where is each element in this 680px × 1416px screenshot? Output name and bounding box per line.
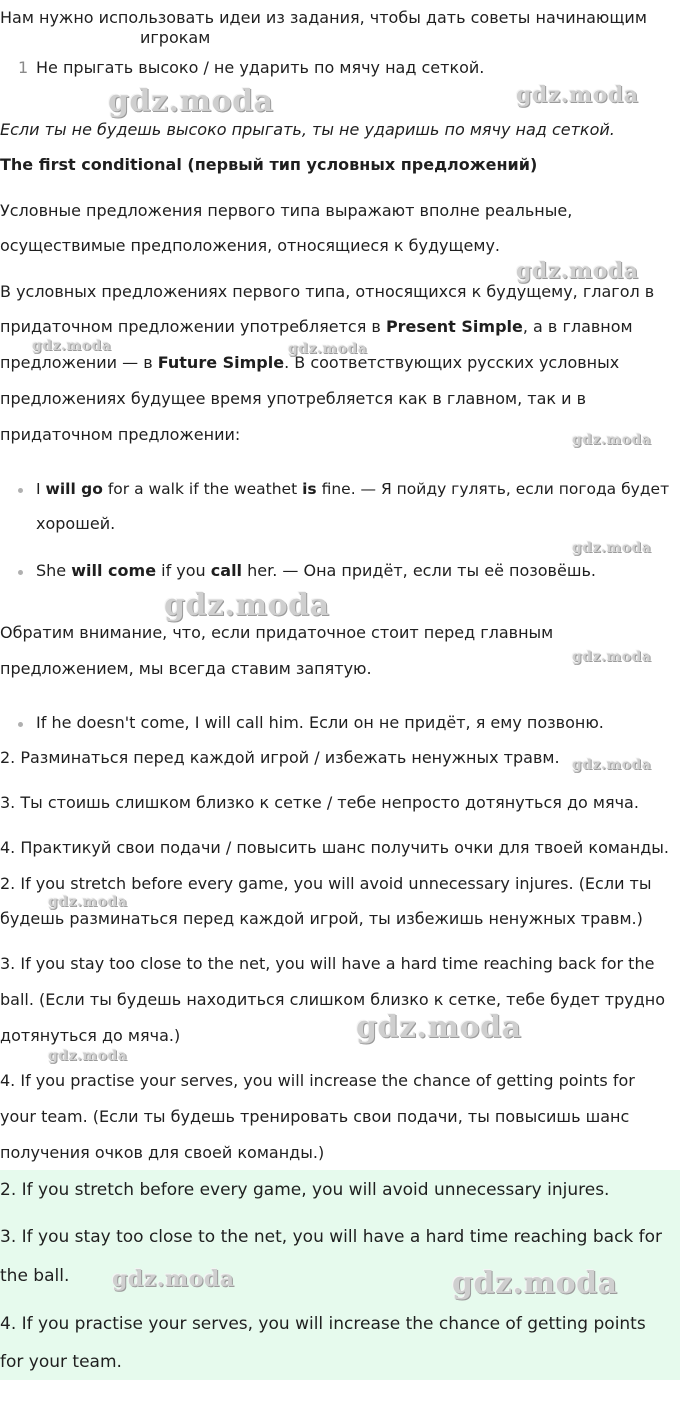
task-4: 4. Практикуй свои подачи / повысить шанс получить очки для твоей команды.: [0, 838, 669, 857]
watermark: gdz.moda: [48, 894, 128, 910]
final-answer-2: 2. If you stretch before every game, you will avoid unnecessary injures.: [0, 1180, 610, 1200]
para2-line4: предложениях будущее время употребляется как в главном, так и в: [0, 389, 587, 408]
task-3: 3. Ты стоишь слишком близко к сетке / тебе непросто дотянуться до мяча.: [0, 793, 639, 812]
answer-3-line2: ball. (Если ты будешь находиться слишком близко к сетке, тебе будет трудно: [0, 990, 666, 1009]
final-answer-3-line1: 3. If you stay too close to the net, you will have a hard time reaching back for: [0, 1227, 663, 1247]
item-number: 1: [18, 58, 29, 77]
watermark: gdz.moda: [452, 1266, 618, 1301]
para3-line2: предложением, мы всегда ставим запятую.: [0, 659, 372, 678]
bullet-icon: [18, 570, 23, 575]
para2-line1: В условных предложениях первого типа, относящихся к будущему, глагол в: [0, 282, 655, 301]
answer-4-line1: 4. If you practise your serves, you will increase the chance of getting points for: [0, 1071, 635, 1090]
item-text: Не прыгать высоко / не ударить по мячу над сеткой.: [36, 58, 485, 77]
solution-page: Нам нужно использовать идеи из задания, чтобы дать советы начинающим игрокам 1 Не прыгать высоко / не ударить по мячу над сеткой. Если ты не будешь высоко прыгать, ты не ударишь по мячу над сеткой. The first conditional (первый тип условных предложений) Условные предложения первого типа выражают вполне реальные, осуществимые предположения, относящиеся к будущему. В условных предложениях первого типа, относящихся к будущему, глагол в придаточном предложении употребляется в Present Simple, а в главном предложении — в Future Simple. В соответствующих русских условных предложениях будущее время употребляется как в главном, так и в придаточном предложении: I will go for a walk if the weathet is fine. — Я пойду гулять, если погода будет хорошей. She will come if you call her. — Она придёт, если ты её позовёшь. Обратим внимание, что, если придаточное стоит перед главным предложением, мы всегда ставим запятую. If he doesn't come, I will call him. Если он не придёт, я ему позвоню. 2. Разминаться перед каждой игрой / избежать ненужных травм. 3. Ты стоишь слишком близко к сетке / тебе непросто дотянуться до мяча. 4. Практикуй свои подачи / повысить шанс получить очки для твоей команды. 2. If you stretch before every game, you will avoid unnecessary injures. (Если ты будешь разминаться перед каждой игрой, ты избежишь ненужных травм.) 3. If you stay too close to the net, you will have a hard time reaching back for the ball. (Если ты будешь находиться слишком близко к сетке, тебе будет трудно дотянуться до мяча.) 4. If you practise your serves, you will increase the chance of getting points for your team. (Если ты будешь тренировать свои подачи, ты повысишь шанс получения очков для своей команды.) 2. If you stretch before every game, you will avoid unnecessary injures. 3. If you stay too close to the net, you will have a hard time reaching back for the ball. 4. If you practise your serves, you will increase the chance of getting points for your team. gdz.moda gdz.moda gdz.moda gdz.moda gdz.moda gdz.moda gdz.moda gdz.moda gdz.moda gdz.moda gdz.moda gdz.moda gdz.moda gdz.moda gdz.moda: [0, 0, 680, 1416]
watermark: gdz.moda: [516, 258, 639, 284]
para2-line3: предложении — в Future Simple. В соответствующих русских условных: [0, 353, 620, 372]
watermark: gdz.moda: [164, 588, 330, 623]
watermark: gdz.moda: [48, 1048, 128, 1064]
watermark: gdz.moda: [572, 432, 652, 448]
para3-line1: Обратим внимание, что, если придаточное стоит перед главным: [0, 623, 554, 642]
watermark: gdz.moda: [572, 649, 652, 665]
answer-4-line3: получения очков для своей команды.): [0, 1143, 325, 1162]
final-answer-4-line1: 4. If you practise your serves, you will increase the chance of getting points: [0, 1314, 646, 1334]
final-answer-4-line2: for your team.: [0, 1352, 122, 1372]
answer-3-line1: 3. If you stay too close to the net, you will have a hard time reaching back for the: [0, 954, 655, 973]
bullet-icon: [18, 488, 23, 493]
para2-line2: придаточном предложении употребляется в Present Simple, а в главном: [0, 317, 633, 336]
section-heading: The first conditional (первый тип условных предложений): [0, 155, 538, 174]
watermark: gdz.moda: [572, 757, 652, 773]
answer-3-line3: дотянуться до мяча.): [0, 1026, 181, 1045]
watermark: gdz.moda: [516, 82, 639, 108]
answer-2-line2: будешь разминаться перед каждой игрой, ты избежишь ненужных травм.): [0, 909, 643, 928]
answer-2-line1: 2. If you stretch before every game, you will avoid unnecessary injures. (Если ты: [0, 874, 652, 893]
watermark: gdz.moda: [572, 540, 652, 556]
intro-text: Нам нужно использовать идеи из задания, чтобы дать советы начинающим: [0, 8, 647, 27]
answer-4-line2: your team. (Если ты будешь тренировать свои подачи, ты повысишь шанс: [0, 1107, 630, 1126]
watermark: gdz.moda: [356, 1010, 522, 1045]
para1-line2: осуществимые предположения, относящиеся к будущему.: [0, 236, 501, 255]
bullet-icon: [18, 722, 23, 727]
cut-off-text: игрокам: [140, 28, 211, 47]
final-answer-3-line2: the ball.: [0, 1266, 70, 1286]
watermark: gdz.moda: [32, 338, 112, 354]
watermark: gdz.moda: [288, 341, 368, 357]
watermark: gdz.moda: [108, 84, 274, 119]
task-2: 2. Разминаться перед каждой игрой / избежать ненужных травм.: [0, 748, 560, 767]
para1-line1: Условные предложения первого типа выражают вполне реальные,: [0, 201, 573, 220]
watermark: gdz.moda: [112, 1266, 235, 1292]
item1-answer: Если ты не будешь высоко прыгать, ты не ударишь по мячу над сеткой.: [0, 120, 615, 139]
para2-line5: придаточном предложении:: [0, 425, 241, 444]
